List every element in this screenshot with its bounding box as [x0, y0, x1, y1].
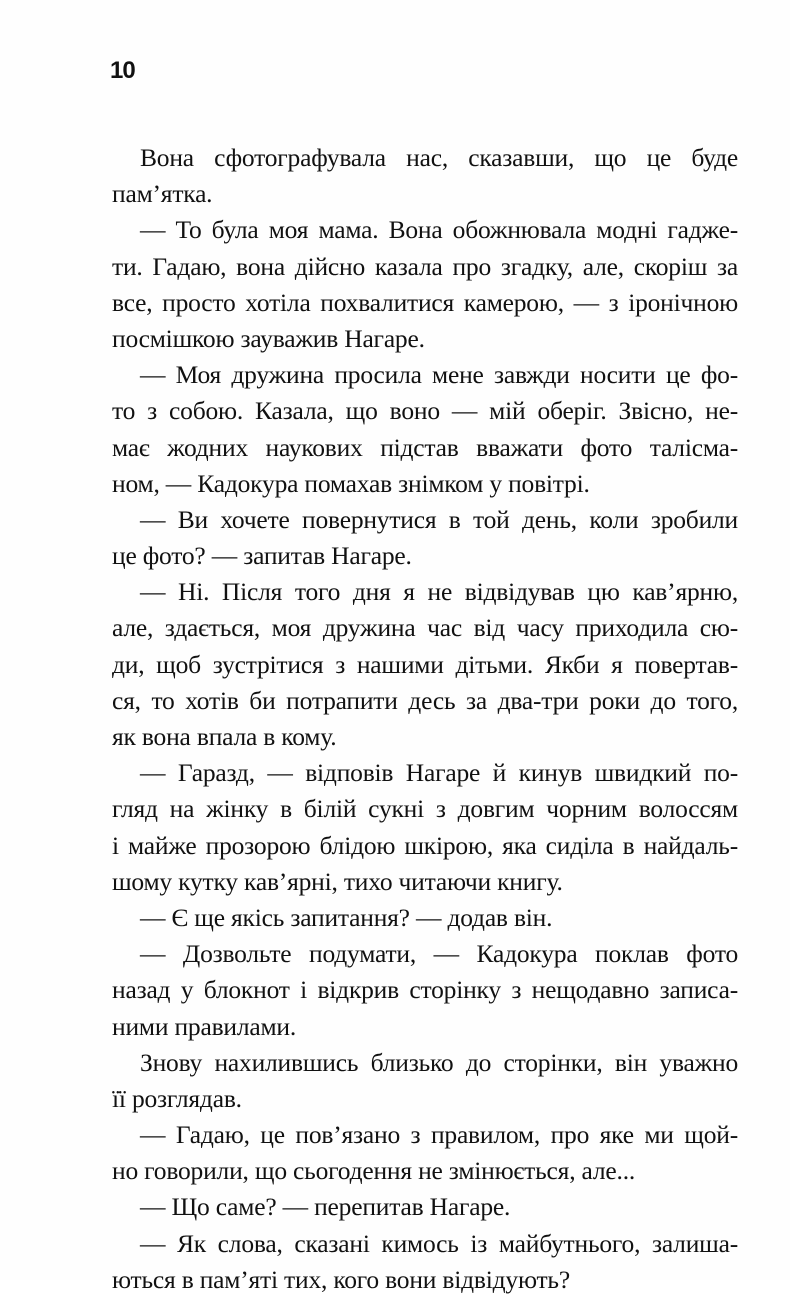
- text-line: — Ви хочете повернутися в той день, коли зробили: [140, 504, 738, 534]
- text-line: ся, то хотів би потрапити десь за два-три роки до того,: [112, 685, 738, 715]
- text-line: і майже прозорою блідою шкірою, яка сиділа в найдаль-: [112, 830, 738, 860]
- text-line: все, просто хотіла похвалитися камерою, — з іронічною: [112, 287, 738, 317]
- text-line: — Дозвольте подумати, — Кадокура поклав фото: [140, 939, 738, 969]
- text-line: — Моя дружина просила мене завжди носити це фо-: [140, 360, 738, 390]
- text-line: ними правилами.: [112, 1011, 297, 1041]
- text-line: — Ні. Після того дня я не відвідував цю кав’ярню,: [140, 577, 738, 607]
- text-line: — Гадаю, це пов’язано з правилом, про яке ми щой-: [140, 1120, 738, 1150]
- text-line: шому кутку кав’ярні, тихо читаючи книгу.: [112, 866, 563, 896]
- text-line: Знову нахилившись близько до сторінки, він уважно: [140, 1047, 738, 1077]
- text-line: то з собою. Казала, що воно — мій оберіг. Звісно, не-: [112, 396, 738, 426]
- text-line: але, здається, моя дружина час від часу приходила сю-: [112, 613, 738, 643]
- text-line: — Що саме? — перепитав Нагаре.: [140, 1192, 511, 1222]
- text-line: ються в пам’яті тих, кого вони відвідують?: [112, 1264, 570, 1294]
- text-line: назад у блокнот і відкрив сторінку з нещодавно записа-: [112, 975, 738, 1005]
- body-text: [112, 140, 738, 1298]
- text-line: її розглядав.: [112, 1083, 242, 1113]
- page-number: 10: [110, 57, 135, 84]
- text-line: пам’ятка.: [112, 179, 213, 209]
- text-line: як вона впала в кому.: [112, 722, 337, 751]
- text-line: — То була моя мама. Вона обожнювала модні гадже-: [140, 215, 738, 245]
- text-line: має жодних наукових підстав вважати фото талісма-: [112, 432, 738, 462]
- text-line: — Гаразд, — відповів Нагаре й кинув швидкий по-: [140, 758, 738, 788]
- text-line: ти. Гадаю, вона дійсно казала про згадку, але, скоріш за: [112, 251, 738, 281]
- text-line: ди, щоб зустрітися з нашими дітьми. Якби я повертав-: [112, 649, 738, 679]
- text-line: — Як слова, сказані кимось із майбутнього, залиша-: [140, 1228, 738, 1258]
- text-line: Вона сфотографувала нас, сказавши, що це буде: [140, 143, 738, 172]
- text-line: — Є ще якісь запитання? — додав він.: [140, 902, 553, 932]
- text-line: це фото? — запитав Нагаре.: [112, 541, 412, 571]
- text-line: ном, — Кадокура помахав знімком у повітрі.: [112, 468, 590, 498]
- text-line: посмішкою зауважив Нагаре.: [112, 323, 425, 353]
- text-line: гляд на жінку в білій сукні з довгим чорним волоссям: [112, 794, 738, 824]
- text-line: но говорили, що сьогодення не змінюється, але...: [112, 1156, 636, 1186]
